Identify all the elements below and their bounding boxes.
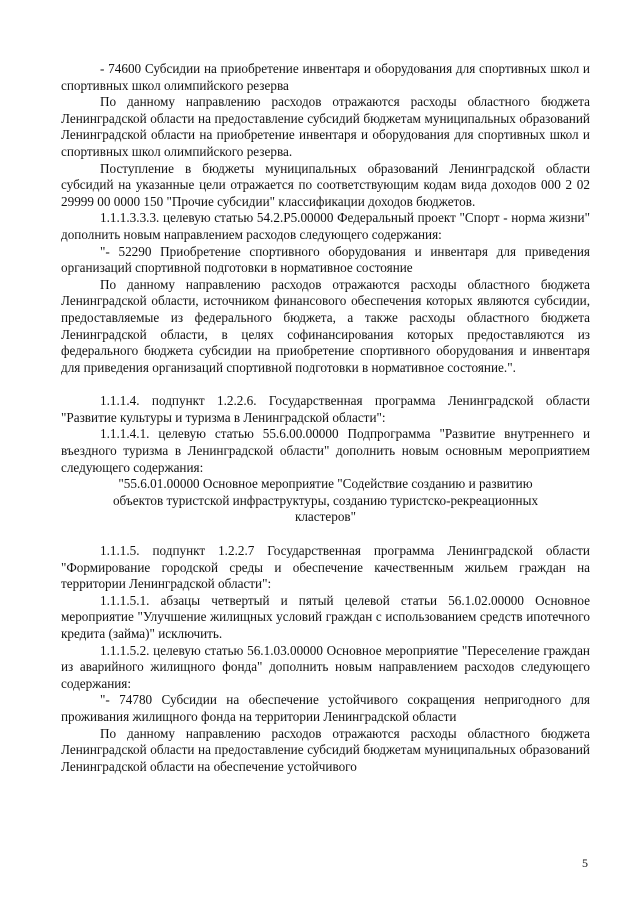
paragraph-52290-description: По данному направлению расходов отражаются расходы областного бюджета Ленинградской области, источником финансового обеспечения которых являются субсидии, предоставляемые из федерального бюджета, а также расходы областного бюджета Ленинградской области, в целях софинансирования которых предоставляются из федерального бюджета субсидии на приобретение спортивного оборудования и инвентаря для приведения организаций спортивной подготовки в нормативное состояние.". [61, 276, 590, 375]
paragraph-item-1-1-1-5-2: 1.1.1.5.2. целевую статью 56.1.03.00000 Основное мероприятие "Переселение граждан из аварийного жилищного фонда" дополнить новым направлением расходов следующего содержания: [61, 642, 590, 691]
page-number: 5 [582, 856, 588, 870]
paragraph-item-1-1-1-4-1: 1.1.1.4.1. целевую статью 55.6.00.00000 Подпрограмма "Развитие внутреннего и въездного туризма в Ленинградской области" дополнить новым основным мероприятием следующего содержания: [61, 426, 590, 475]
paragraph-subsidy-74600: - 74600 Субсидии на приобретение инвентаря и оборудования для спортивных школ и спортивных школ олимпийского резерва [61, 61, 590, 93]
document-body [61, 61, 590, 775]
paragraph-main-activity-55-6-01: "55.6.01.00000 Основное мероприятие "Содействие созданию и развитию объектов туристской инфраструктуры, созданию туристско-рекреационных кластеров" [112, 476, 539, 525]
paragraph-74600-description: По данному направлению расходов отражаются расходы областного бюджета Ленинградской области на предоставление субсидий бюджетам муниципальных образований Ленинградской области на приобретение инвентаря и оборудования для спортивных школ и спортивных школ олимпийского резерва. [61, 94, 590, 159]
paragraph-item-1-1-1-3-3-3: 1.1.1.3.3.3. целевую статью 54.2.Р5.00000 Федеральный проект "Спорт - норма жизни" дополнить новым направлением расходов следующего содержания: [61, 210, 590, 242]
paragraph-item-1-1-1-4: 1.1.1.4. подпункт 1.2.2.6. Государственная программа Ленинградской области "Развитие культуры и туризма в Ленинградской области": [61, 393, 590, 425]
paragraph-74600-revenue-codes: Поступление в бюджеты муниципальных образований Ленинградской области субсидий на указанные цели отражается по соответствующим кодам вида доходов 000 2 02 29999 00 0000 150 "Прочие субсидии" классификации доходов бюджетов. [61, 160, 590, 209]
paragraph-item-1-1-1-5-1: 1.1.1.5.1. абзацы четвертый и пятый целевой статьи 56.1.02.00000 Основное мероприятие "Улучшение жилищных условий граждан с использованием средств ипотечного кредита (займа)" исключить. [61, 592, 590, 641]
paragraph-item-1-1-1-5: 1.1.1.5. подпункт 1.2.2.7 Государственная программа Ленинградской области "Формирование городской среды и обеспечение качественным жильем граждан на территории Ленинградской области": [61, 543, 590, 592]
paragraph-gap [61, 376, 590, 393]
paragraph-expense-52290: "- 52290 Приобретение спортивного оборудования и инвентаря для приведения организаций спортивной подготовки в нормативное состояние [61, 243, 590, 276]
paragraph-gap [61, 526, 590, 543]
paragraph-subsidy-74780: "- 74780 Субсидии на обеспечение устойчивого сокращения непригодного для проживания жилищного фонда на территории Ленинградской области [61, 692, 590, 724]
paragraph-74780-description: По данному направлению расходов отражаются расходы областного бюджета Ленинградской области на предоставление субсидий бюджетам муниципальных образований Ленинградской области на обеспечение устойчивого [61, 725, 590, 774]
